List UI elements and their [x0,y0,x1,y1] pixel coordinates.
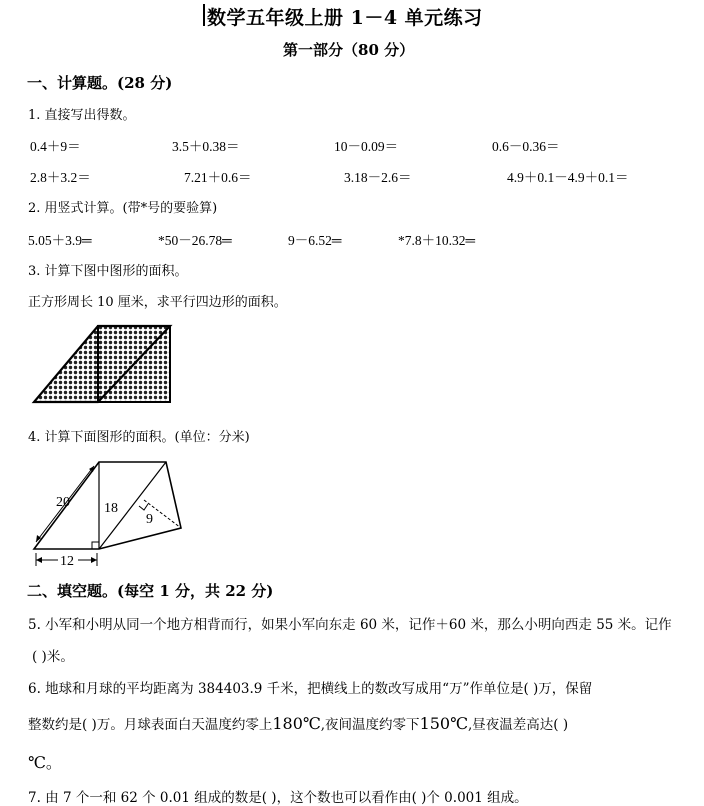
q7-partial: 7. 由 7 个一和 62 个 0.01 组成的数是( )，这个数也可以看作由( )个 0.001 组成。 [28,790,528,806]
q6-line2-part1: 整数约是( )万。月球表面白天温度约零上 [28,717,273,733]
section1-heading: 一、计算题。(28 分) [27,74,173,92]
q6-line2-part2: ,夜间温度约零下 [320,717,420,733]
q1-eq-1: 0.4＋9＝ [30,139,81,154]
trapezoid-figure [26,456,186,571]
q6-temp-night: 150℃ [419,714,468,733]
q4-text: 4. 计算下面图形的面积。(单位：分米) [28,430,250,445]
q1-eq-6: 7.21＋0.6＝ [184,170,252,185]
q2-item-3: 9－6.52═ [288,233,342,248]
page-title: 数学五年级上册 1－4 单元练习 [207,7,483,29]
label-side: 20 [56,495,70,510]
q3-text: 3. 计算下图中图形的面积。 [28,264,188,279]
q1-eq-8: 4.9＋0.1－4.9＋0.1＝ [507,170,629,185]
right-angle-mark [92,542,99,549]
q1-text: 1. 直接写出得数。 [28,108,136,123]
q1-eq-7: 3.18－2.6＝ [344,170,412,185]
q2-item-1: 5.05＋3.9═ [28,233,92,248]
text-cursor [203,4,205,26]
right-angle-mark-2 [139,504,148,510]
q3-desc: 正方形周长 10 厘米，求平行四边形的面积。 [28,295,287,310]
part-subtitle: 第一部分（80 分） [283,41,415,59]
q2-item-2: *50－26.78═ [158,233,232,248]
section2-heading: 二、填空题。(每空 1 分，共 22 分) [27,582,274,600]
q1-eq-5: 2.8＋3.2＝ [30,170,91,185]
q2-item-4: *7.8＋10.32═ [398,233,476,248]
label-base: 12 [60,554,74,569]
q2-text: 2. 用竖式计算。(带*号的要验算) [28,201,218,216]
q6-line2-part3: ,昼夜温差高达( ) [468,717,569,733]
label-height: 18 [104,501,118,516]
label-inner: 9 [146,512,153,527]
q1-eq-3: 10－0.09＝ [334,139,399,154]
q5-line1: 5. 小军和小明从同一个地方相背而行，如果小军向东走 60 米，记作＋60 米，那么小明向西走 55 米。记作 [28,617,672,633]
arrow-head [91,557,97,563]
q6-line1: 6. 地球和月球的平均距离为 384403.9 千米，把横线上的数改写成用“万”作单位是( )万，保留 [28,681,593,697]
parallelogram-figure [28,320,178,408]
q5-line2: ( )米。 [32,649,74,665]
q6-line3: ℃。 [28,753,62,772]
q6-temp-day: 180℃ [272,714,321,733]
q1-eq-2: 3.5＋0.38＝ [172,139,240,154]
q6-line2 [28,713,568,733]
q1-eq-4: 0.6－0.36＝ [492,139,560,154]
arrow-head [36,557,42,563]
